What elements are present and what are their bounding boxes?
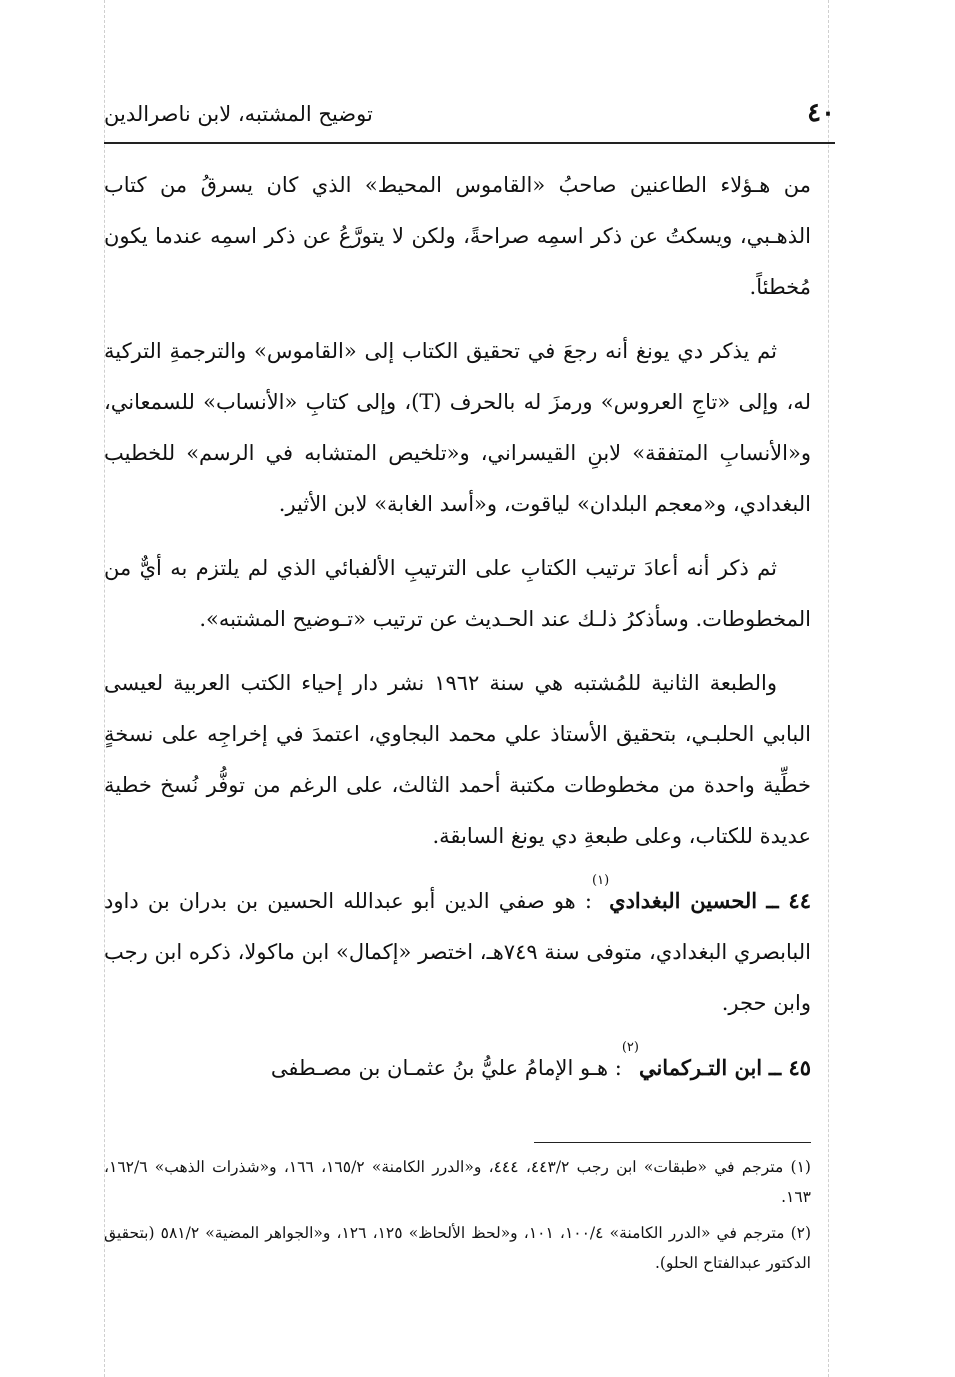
biography-text: : هـو الإمامُ عليُّ بنُ عثمـان بن مصـطفى xyxy=(270,1056,622,1080)
biography-45 xyxy=(104,1042,811,1094)
biography-name: الحسين البغدادي xyxy=(609,888,758,913)
page-header xyxy=(104,96,835,136)
paragraph-2: ثم يذكر دي يونغ أنه رجعَ في تحقيق الكتاب إلى «القاموس» والترجمةِ التركية له، وإلى «تاجِ العروس» ورمزَ له بالحرف (T)، وإلى كتابِ «الأنساب» للسمعاني، و«الأنسابِ المتفقة» لابنِ القيسراني، و«تلخيص المتشابه في الرسم» للخطيب البغدادي، و«معجم البلدان» لياقوت، و«أسد الغابة» لابن الأثير. xyxy=(104,339,811,516)
biography-number: ٤٥ ــ xyxy=(768,1055,811,1080)
biography-number: ٤٤ ــ xyxy=(766,888,811,913)
footnote-ref: (١) xyxy=(592,873,610,888)
paragraph-4: والطبعة الثانية للمُشتبه هي سنة ١٩٦٢ نشر دار إحياء الكتب العربية لعيسى البابي الحلبـي، بتحقيق الأستاذ علي محمد البجاوي، اعتمدَ في إخراجِه على نسخةٍ خطِّية واحدة من مخطوطات مكتبة أحمد الثالث، على الرغم من توفُّر نُسخ خطية عديدة للكتاب، وعلى طبعةِ دي يونغ السابقة. xyxy=(104,671,811,848)
footnotes xyxy=(104,1152,811,1284)
margin-guide-right xyxy=(828,0,829,1377)
biography-44 xyxy=(104,875,811,1029)
footnote-ref: (٢) xyxy=(621,1040,639,1055)
main-text xyxy=(104,160,811,1107)
footnote-rule xyxy=(534,1142,811,1143)
running-title: توضيح المشتبه، لابن ناصرالدين xyxy=(104,102,373,126)
biography-text: : هو صفي الدين أبو عبدالله الحسين بن بدران بن داود البابصري البغدادي، متوفى سنة ٧٤٩هـ، اختصر «إكمال» ابن ماكولا، ذكره ابن رجب وابن حجر. xyxy=(104,889,811,1015)
page-number: ٤٠ xyxy=(807,98,835,128)
footnote-1: (١) مترجم في «طبقات» ابن رجب ٤٤٣/٢، ٤٤٤، و«الدرر الكامنة» ١٦٥/٢، ١٦٦، و«شذرات الذهب» ١٦٢/٦، ١٦٣. xyxy=(104,1158,811,1206)
paragraph-3: ثم ذكر أنه أعادَ ترتيب الكتابِ على الترتيبِ الألفبائي الذي لم يلتزم به أيٌّ من المخطوطات. وسأذكرُ ذلـك عند الحـديث عن ترتيب «تـوضيح المشتبه». xyxy=(104,556,811,631)
header-rule xyxy=(104,142,835,144)
biography-name: ابن التـركماني xyxy=(638,1055,763,1080)
footnote-2: (٢) مترجم في «الدرر الكامنة» ١٠٠/٤، ١٠١، و«لحظ الألحاظ» ١٢٥، ١٢٦، و«الجواهر المضية» ٥٨١/٢ (بتحقيق الدكتور عبدالفتاح الحلو). xyxy=(104,1224,812,1272)
paragraph-1: من هـؤلاء الطاعنين صاحبُ «القاموس المحيط» الذي كان يسرقُ من كتاب الذهـبي، ويسكتُ عن ذكر اسمِه صراحةً، ولكن لا يتورَّعُ عن ذكر اسمِه عندما يكون مُخطئاً. xyxy=(104,173,811,299)
